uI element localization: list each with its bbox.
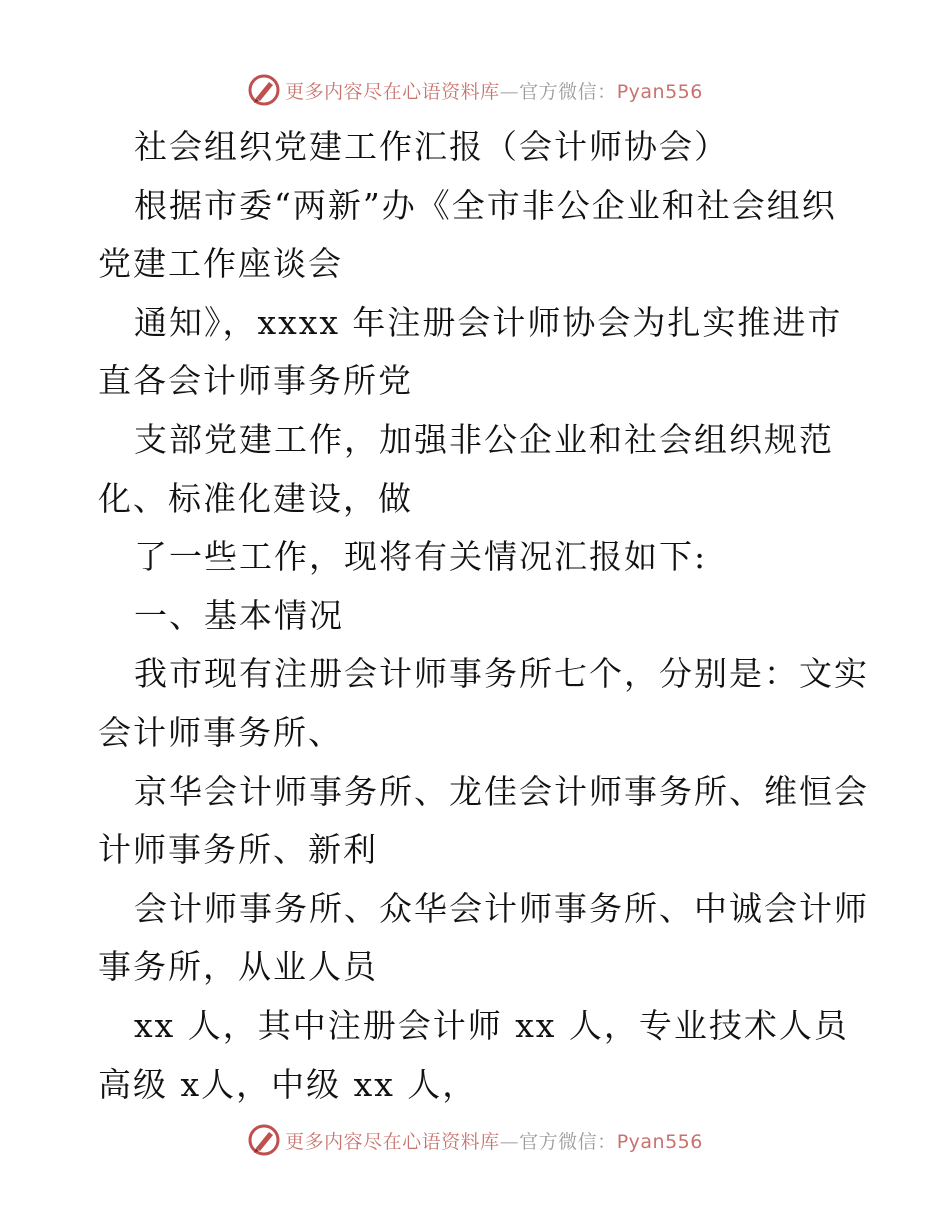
text-line: 支部党建工作，加强非公企业和社会组织规范 <box>134 419 834 459</box>
watermark-brand: 更多内容尽在心语资料库 <box>285 80 500 103</box>
text-line: 京华会计师事务所、龙佳会计师事务所、维恒会 <box>134 771 869 811</box>
watermark-separator: — <box>499 1130 520 1153</box>
watermark-wechat-id: Pyan556 <box>616 1130 703 1153</box>
text-line: 党建工作座谈会 <box>98 244 343 284</box>
text-line: 计师事务所、新利 <box>98 830 378 870</box>
text-line: 了一些工作，现将有关情况汇报如下: <box>134 537 708 577</box>
text-line: 通知》，xxxx 年注册会计师协会为扎实推进市 <box>134 302 843 342</box>
text-line: 社会组织党建工作汇报（会计师协会） <box>134 127 729 166</box>
watermark-brand: 更多内容尽在心语资料库 <box>285 1130 500 1153</box>
text-line: 我市现有注册会计师事务所七个，分别是：文实 <box>134 654 869 694</box>
header-watermark <box>0 70 950 110</box>
watermark-label: 官方微信： <box>519 80 617 103</box>
text-line: 会计师事务所、 <box>98 712 343 752</box>
text-line: 高级 x人，中级 xx 人， <box>98 1064 478 1104</box>
watermark-wechat-id: Pyan556 <box>616 80 703 103</box>
text-line: 一、基本情况 <box>134 595 344 635</box>
text-line: 直各会计师事务所党 <box>98 361 413 401</box>
text-line: 化、标准化建设，做 <box>98 478 413 518</box>
text-line: 事务所，从业人员 <box>98 947 378 987</box>
text-line: 根据市委“两新”办《全市非公企业和社会组织 <box>134 185 837 225</box>
pen-logo-icon <box>247 73 281 107</box>
footer-watermark <box>0 1120 950 1160</box>
watermark-label: 官方微信： <box>519 1130 617 1153</box>
watermark-separator: — <box>499 80 520 103</box>
text-line: 会计师事务所、众华会计师事务所、中诚会计师 <box>134 888 869 928</box>
text-line: xx 人，其中注册会计师 xx 人，专业技术人员 <box>134 1005 849 1045</box>
document-body <box>98 118 869 1114</box>
pen-logo-icon <box>247 1123 281 1157</box>
